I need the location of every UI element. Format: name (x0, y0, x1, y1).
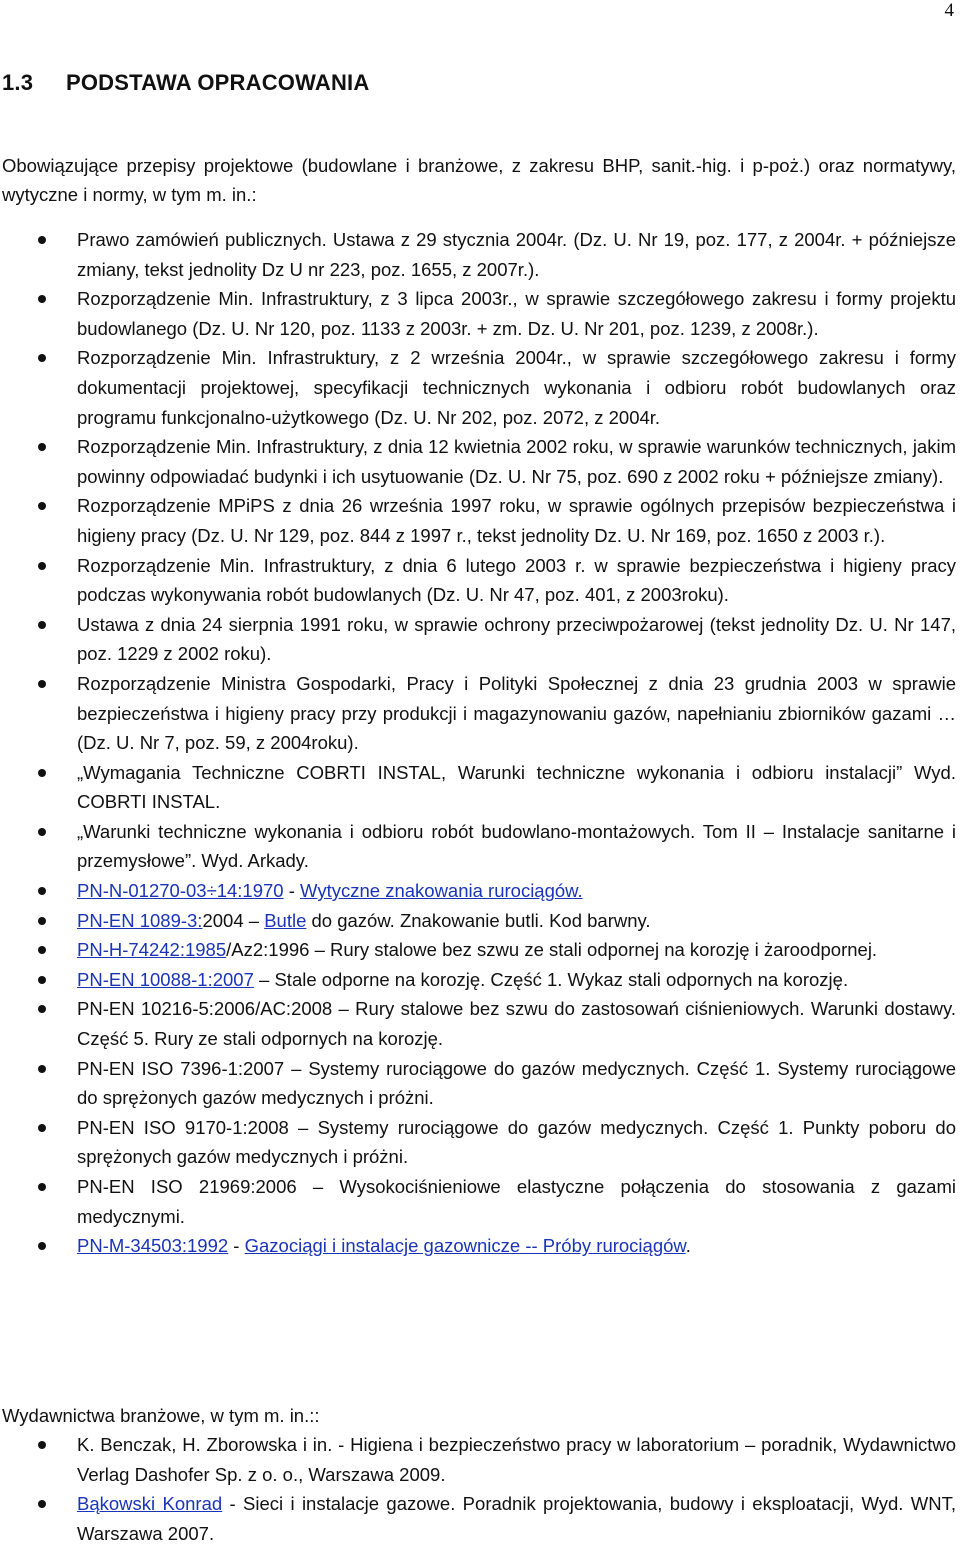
bullet-icon (38, 769, 46, 777)
item-text: „Warunki techniczne wykonania i odbioru robót budowlano-montażowych. Tom II – Instalacje sanitarne i przemysłowe”. Wyd. Arkady. (77, 820, 956, 872)
author-link[interactable]: Bąkowski Konrad (77, 1493, 223, 1515)
bullet-icon (38, 1441, 46, 1449)
standard-link[interactable]: PN-EN 10088-1:2007 (77, 968, 254, 990)
bullet-icon (38, 828, 46, 836)
publications-heading: Wydawnictwa branżowe, w tym m. in.:: (2, 1405, 320, 1426)
item-text: Rozporządzenie Min. Infrastruktury, z dnia 6 lutego 2003 r. w sprawie bezpieczeństwa i higieny pracy podczas wykonywania robót budowlanych (Dz. U. Nr 47, poz. 401, z 2003roku). (77, 554, 956, 606)
bullet-icon (38, 621, 46, 629)
list-item (0, 1231, 958, 1261)
bullet-icon (38, 236, 46, 244)
list-item (0, 432, 958, 491)
bullet-icon (38, 295, 46, 303)
item-text: 2004 – (202, 909, 265, 931)
bullet-icon (38, 680, 46, 688)
bullet-icon (38, 443, 46, 451)
item-text: PN-EN ISO 9170-1:2008 – Systemy rurociągowe do gazów medycznych. Część 1. Punkty poboru do sprężonych gazów medycznych i próżni. (77, 1116, 956, 1168)
bullet-icon (38, 1500, 46, 1508)
item-text: PN-EN 10216-5:2006/AC:2008 – Rury stalowe bez szwu do zastosowań ciśnieniowych. Warunki dostawy. Część 5. Rury ze stali odpornych na korozję. (77, 998, 956, 1050)
list-item (0, 225, 958, 284)
list-item (0, 669, 958, 758)
list-item (0, 1489, 958, 1548)
section-title: PODSTAWA OPRACOWANIA (66, 70, 370, 95)
bullet-icon (38, 354, 46, 362)
item-text: PN-EN ISO 7396-1:2007 – Systemy rurociągowe do gazów medycznych. Część 1. Systemy rurociągowe do sprężonych gazów medycznych i próżni. (77, 1057, 956, 1109)
list-item (0, 1430, 958, 1489)
item-text: Prawo zamówień publicznych. Ustawa z 29 stycznia 2004r. (Dz. U. Nr 19, poz. 177, z 2004r. + późniejsze zmiany, tekst jednolity Dz U nr 223, poz. 1655, z 2007r.). (77, 229, 956, 280)
item-text: – Stale odporne na korozję. Część 1. Wykaz stali odpornych na korozję. (253, 968, 849, 990)
bullet-icon (38, 562, 46, 570)
standard-link[interactable]: PN-N-01270-03÷14:1970 (77, 880, 284, 902)
standard-link[interactable]: PN-EN 1089-3: (77, 909, 203, 931)
section-heading (2, 70, 369, 96)
item-text: Ustawa z dnia 24 sierpnia 1991 roku, w sprawie ochrony przeciwpożarowej (tekst jednolity Dz. U. Nr 147, poz. 1229 z 2002 roku). (77, 613, 956, 665)
item-text: Rozporządzenie Min. Infrastruktury, z 3 lipca 2003r., w sprawie szczegółowego zakresu i formy projektu budowlanego (Dz. U. Nr 120, poz. 1133 z 2003r. + zm. Dz. U. Nr 201, poz. 1239, z 2008r.). (77, 288, 956, 339)
intro-paragraph: Obowiązujące przepisy projektowe (budowlane i branżowe, z zakresu BHP, sanit.-hig. i p-poż.) oraz normatywy, wytyczne i normy, w tym m. in.: (2, 155, 956, 205)
bullet-icon (38, 946, 46, 954)
list-item (0, 935, 958, 965)
list-item (0, 1054, 958, 1113)
item-text: Rozporządzenie Ministra Gospodarki, Pracy i Polityki Społecznej z dnia 23 grudnia 2003 w sprawie bezpieczeństwa i higieny pracy przy produkcji i magazynowaniu gazów, napełnianiu zbiorników gazami … (Dz. U. Nr 7, poz. 59, z 2004roku). (77, 672, 956, 754)
bullet-icon (38, 1183, 46, 1191)
page-number: 4 (944, 0, 954, 21)
item-text: - Sieci i instalacje gazowe. Poradnik projektowania, budowy i eksploatacji, Wyd. WNT, Warszawa 2007. (77, 1493, 956, 1544)
item-text: Rozporządzenie Min. Infrastruktury, z dnia 12 kwietnia 2002 roku, w sprawie warunków technicznych, jakim powinny odpowiadać budynki i ich usytuowanie (Dz. U. Nr 75, poz. 690 z 2002 roku + późniejsze zmiany). (77, 436, 956, 487)
regulations-list (0, 225, 958, 1261)
item-text: Rozporządzenie MPiPS z dnia 26 września 1997 roku, w sprawie ogólnych przepisów bezpieczeństwa i higieny pracy (Dz. U. Nr 129, poz. 844 z 1997 r., tekst jednolity Dz. U. Nr 169, poz. 1650 z 2003 r.). (77, 495, 956, 546)
list-item (0, 491, 958, 550)
item-text: - (228, 1235, 245, 1257)
standard-link[interactable]: PN-M-34503:1992 (77, 1235, 229, 1257)
list-item (0, 551, 958, 610)
list-item (0, 994, 958, 1053)
list-item (0, 343, 958, 432)
item-text: PN-EN ISO 21969:2006 – Wysokociśnieniowe elastyczne połączenia do stosowania z gazami medycznymi. (77, 1176, 956, 1227)
list-item (0, 610, 958, 669)
bullet-icon (38, 1124, 46, 1132)
bullet-icon (38, 1065, 46, 1073)
list-item (0, 1172, 958, 1231)
bullet-icon (38, 502, 46, 510)
standard-title-link[interactable]: Wytyczne znakowania rurociągów. (300, 880, 583, 902)
item-text: Rozporządzenie Min. Infrastruktury, z 2 września 2004r., w sprawie szczegółowego zakresu i formy dokumentacji projektowej, specyfikacji technicznych wykonania i odbioru robót budowlanych oraz programu funkcjonalno-użytkowego (Dz. U. Nr 202, poz. 2072, z 2004r. (77, 347, 956, 428)
item-text: /Az2:1996 – Rury stalowe bez szwu ze stali odpornej na korozję i żaroodpornej. (226, 939, 878, 961)
standard-title-link[interactable]: Gazociągi i instalacje gazownicze -- Próby rurociągów (244, 1235, 686, 1257)
butle-link[interactable]: Butle (264, 909, 307, 931)
list-item (0, 965, 958, 995)
item-text: K. Benczak, H. Zborowska i in. - Higiena i bezpieczeństwo pracy w laboratorium – poradnik, Wydawnictwo Verlag Dashofer Sp. z o. o., Warszawa 2009. (77, 1434, 956, 1485)
list-item (0, 284, 958, 343)
item-text: . (685, 1235, 691, 1257)
bullet-icon (38, 887, 46, 895)
standard-link[interactable]: PN-H-74242:1985 (77, 939, 227, 961)
list-item (0, 876, 958, 906)
list-item (0, 906, 958, 936)
bullet-icon (38, 917, 46, 925)
list-item (0, 817, 958, 876)
item-text: „Wymagania Techniczne COBRTI INSTAL, Warunki techniczne wykonania i odbioru instalacji” Wyd. COBRTI INSTAL. (77, 761, 956, 813)
publications-list (0, 1430, 958, 1548)
list-item (0, 1113, 958, 1172)
item-text: - (283, 880, 301, 902)
bullet-icon (38, 1242, 46, 1250)
bullet-icon (38, 976, 46, 984)
bullet-icon (38, 1005, 46, 1013)
list-item (0, 758, 958, 817)
item-text: do gazów. Znakowanie butli. Kod barwny. (306, 909, 651, 931)
section-number: 1.3 (2, 70, 34, 95)
